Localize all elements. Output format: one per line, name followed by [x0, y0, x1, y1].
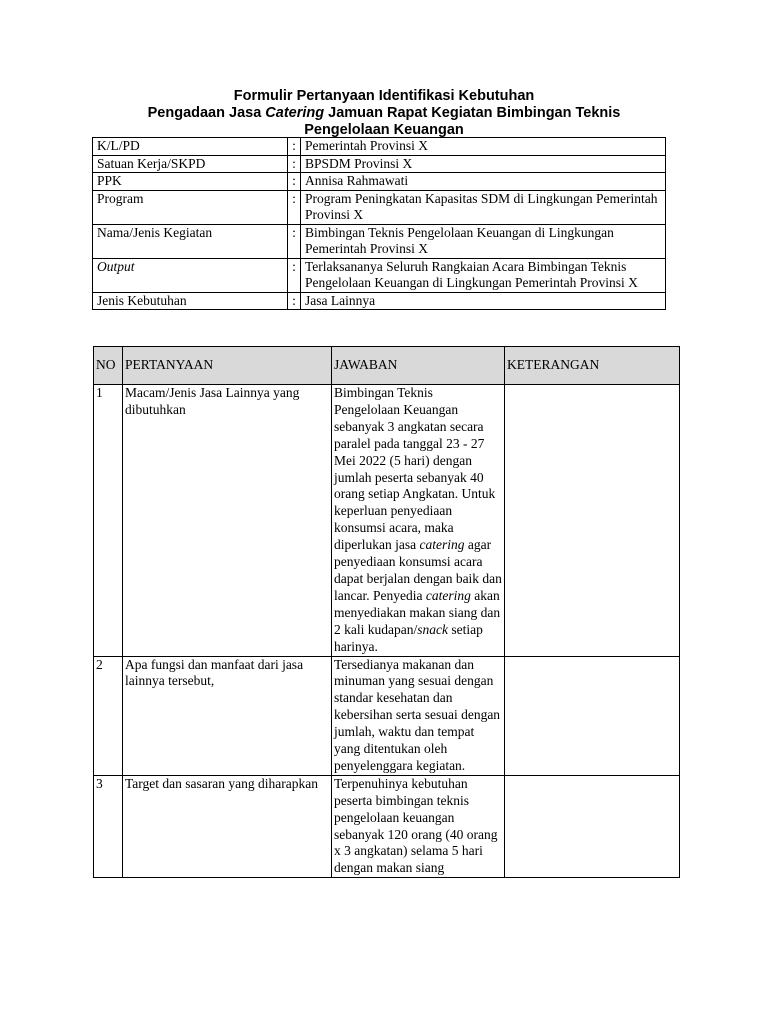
question-text: Apa fungsi dan manfaat dari jasa lainnya tersebut, [123, 656, 332, 775]
info-value: BPSDM Provinsi X [301, 155, 666, 173]
info-row [93, 292, 666, 310]
title-line-2-post: Jamuan Rapat Kegiatan Bimbingan Teknis [324, 105, 621, 121]
question-row [94, 656, 680, 775]
answer-part-italic: snack [417, 621, 448, 637]
info-label: K/L/PD [93, 138, 288, 156]
info-row [93, 155, 666, 173]
question-row [94, 385, 680, 657]
info-value: Pemerintah Provinsi X [301, 138, 666, 156]
identification-table [92, 137, 666, 310]
note-text [505, 656, 680, 775]
info-value: Terlaksananya Seluruh Rangkaian Acara Bimbingan Teknis Pengelolaan Keuangan di Lingkungan Pemerintah Provinsi X [301, 258, 666, 292]
question-row [94, 775, 680, 877]
note-text [505, 775, 680, 877]
answer-part: agar penyediaan konsumsi acara dapat berjalan dengan baik dan lancar. Penyedia [334, 537, 502, 603]
info-value: Bimbingan Teknis Pengelolaan Keuangan di Lingkungan Pemerintah Provinsi X [301, 224, 666, 258]
question-no: 1 [94, 385, 123, 657]
title-line-2-pre: Pengadaan Jasa [147, 105, 266, 121]
info-label: Output [93, 258, 288, 292]
title-line-2-italic: Catering [265, 105, 325, 121]
info-label: Nama/Jenis Kegiatan [93, 224, 288, 258]
form-title [0, 88, 768, 139]
question-text: Macam/Jenis Jasa Lainnya yang dibutuhkan [123, 385, 332, 657]
info-value: Jasa Lainnya [301, 292, 666, 310]
info-row [93, 258, 666, 292]
info-separator: : [288, 258, 301, 292]
info-value: Annisa Rahmawati [301, 173, 666, 191]
question-text: Target dan sasaran yang diharapkan [123, 775, 332, 877]
question-no: 3 [94, 775, 123, 877]
questions-header-row [94, 347, 680, 385]
info-row [93, 138, 666, 156]
info-separator: : [288, 173, 301, 191]
answer-text [332, 385, 505, 657]
answer-part: akan menyediakan makan siang dan 2 kali kudapan/ [334, 587, 501, 637]
title-line-1: Formulir Pertanyaan Identifikasi Kebutuhan [233, 88, 535, 104]
info-row [93, 224, 666, 258]
note-text [505, 385, 680, 657]
title-line-3: Pengelolaan Keuangan [304, 122, 464, 138]
answer-part-italic: catering [419, 537, 465, 553]
title-line-2 [0, 105, 768, 122]
info-value: Program Peningkatan Kapasitas SDM di Lingkungan Pemerintah Provinsi X [301, 190, 666, 224]
questions-table [93, 346, 680, 878]
info-label: Jenis Kebutuhan [93, 292, 288, 310]
info-label: Satuan Kerja/SKPD [93, 155, 288, 173]
info-label: Program [93, 190, 288, 224]
info-separator: : [288, 138, 301, 156]
answer-part-italic: catering [425, 587, 471, 603]
info-row [93, 190, 666, 224]
answer-part: Bimbingan Teknis Pengelolaan Keuangan sebanyak 3 angkatan secara paralel pada tanggal 23 - 27 Mei 2022 (5 hari) dengan jumlah peserta sebanyak 40 orang setiap Angkatan. Untuk keperluan penyediaan konsumsi acara, maka diperlukan jasa [334, 385, 496, 553]
question-no: 2 [94, 656, 123, 775]
info-row [93, 173, 666, 191]
header-question: PERTANYAAN [123, 347, 332, 385]
header-note: KETERANGAN [505, 347, 680, 385]
info-separator: : [288, 155, 301, 173]
header-answer: JAWABAN [332, 347, 505, 385]
answer-part: setiap harinya. [334, 621, 483, 654]
info-separator: : [288, 224, 301, 258]
info-label: PPK [93, 173, 288, 191]
answer-text: Terpenuhinya kebutuhan peserta bimbingan teknis pengelolaan keuangan sebanyak 120 orang (40 orang x 3 angkatan) selama 5 hari dengan makan siang [332, 775, 505, 877]
answer-text: Tersedianya makanan dan minuman yang sesuai dengan standar kesehatan dan kebersihan serta sesuai dengan jumlah, waktu dan tempat yang ditentukan oleh penyelenggara kegiatan. [332, 656, 505, 775]
header-no: NO [94, 347, 123, 385]
info-separator: : [288, 292, 301, 310]
info-separator: : [288, 190, 301, 224]
